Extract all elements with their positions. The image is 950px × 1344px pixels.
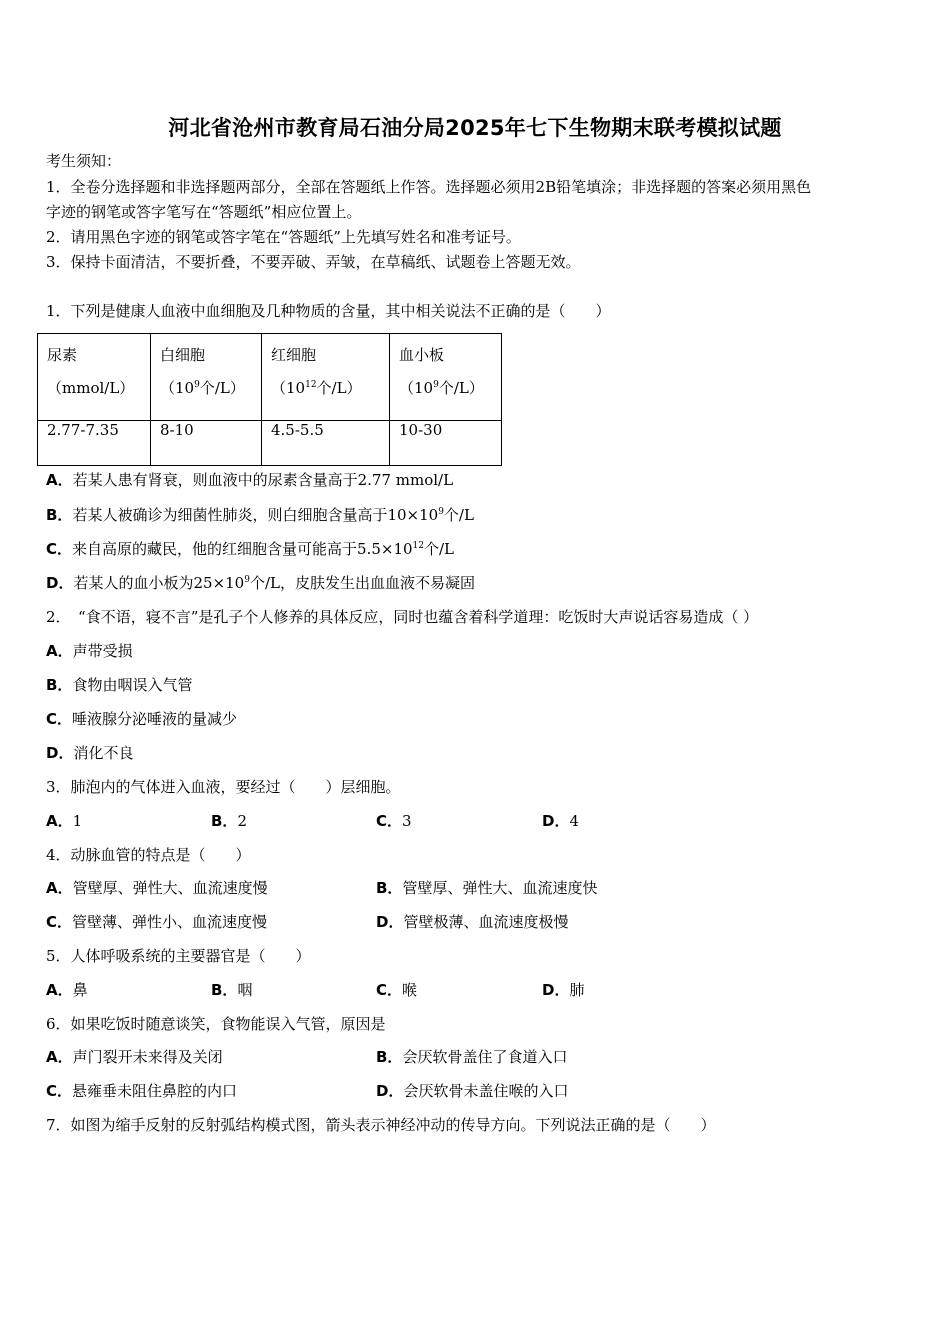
table-header-cell: 血小板 （$10^9$个/L） [390, 334, 502, 421]
q5-option: C．喉 [376, 981, 418, 999]
question-6-stem: 6．如果吃饭时随意谈笑，食物能误入气管，原因是 [46, 1015, 386, 1033]
q2-option: C．唾液腺分泌唾液的量减少 [46, 710, 238, 728]
question-7-stem: 7．如图为缩手反射的反射弧结构模式图，箭头表示神经冲动的传导方向。下列说法正确的是（ ） [46, 1116, 716, 1134]
q2-option: A．声带受损 [46, 642, 133, 660]
q3-option: A．1 [46, 812, 83, 830]
blood-content-table [37, 333, 502, 466]
table-cell: 2.77-7.35 [38, 421, 151, 466]
q2-option: D．消化不良 [46, 744, 134, 762]
q6-option: C．悬雍垂未阻住鼻腔的内口 [46, 1082, 238, 1100]
q2-option: B．食物由咽误入气管 [46, 676, 193, 694]
q5-option: A．鼻 [46, 981, 88, 999]
table-header-row [38, 334, 502, 421]
q4-option: B．管壁厚、弹性大、血流速度快 [376, 879, 598, 897]
table-cell: 8-10 [151, 421, 262, 466]
q4-option: A．管壁厚、弹性大、血流速度慢 [46, 879, 268, 897]
question-1-stem: 1．下列是健康人血液中血细胞及几种物质的含量，其中相关说法不正确的是（ ） [46, 302, 611, 320]
q4-option: C．管壁薄、弹性小、血流速度慢 [46, 913, 268, 931]
notice-item: 1．全卷分选择题和非选择题两部分，全部在答题纸上作答。选择题必须用2B铅笔填涂；非选择题的答案必须用黑色 [46, 178, 812, 196]
q3-option: B．2 [211, 812, 247, 830]
notice-item: 2．请用黑色字迹的钢笔或答字笔在“答题纸”上先填写姓名和准考证号。 [46, 228, 521, 246]
q6-option: B．会厌软骨盖住了食道入口 [376, 1048, 568, 1066]
page-title: 河北省沧州市教育局石油分局2025年七下生物期末联考模拟试题 [168, 116, 782, 140]
q1-option-d: D．若某人的血小板为$25\times 10^9$个/L，皮肤发生出血血液不易凝固 [46, 574, 475, 592]
notice-item: 3．保持卡面清洁，不要折叠，不要弄破、弄皱，在草稿纸、试题卷上答题无效。 [46, 253, 581, 271]
q6-option: A．声门裂开未来得及关闭 [46, 1048, 223, 1066]
q1-option-b: B．若某人被确诊为细菌性肺炎，则白细胞含量高于$10\times 10^9$个/L [46, 506, 474, 524]
q6-option: D．会厌软骨未盖住喉的入口 [376, 1082, 569, 1100]
q3-option: D．4 [542, 812, 579, 830]
table-header-cell: 红细胞 （$10^{12}$个/L） [262, 334, 390, 421]
table-header-cell: 白细胞 （$10^9$个/L） [151, 334, 262, 421]
q1-option-c: C．来自高原的藏民，他的红细胞含量可能高于$5.5\times 10^{12}$个/L [46, 540, 454, 558]
q5-option: B．咽 [211, 981, 253, 999]
question-4-stem: 4．动脉血管的特点是（ ） [46, 846, 251, 864]
q4-option: D．管壁极薄、血流速度极慢 [376, 913, 569, 931]
table-cell: 10-30 [390, 421, 502, 466]
notice-item: 字迹的钢笔或答字笔写在“答题纸”相应位置上。 [46, 203, 362, 221]
question-5-stem: 5．人体呼吸系统的主要器官是（ ） [46, 947, 311, 965]
q1-option-a: A．若某人患有肾衰，则血液中的尿素含量高于2.77 mmol/L [46, 471, 454, 489]
q3-option: C．3 [376, 812, 412, 830]
table-value-row [38, 421, 502, 466]
question-3-stem: 3．肺泡内的气体进入血液，要经过（ ）层细胞。 [46, 778, 401, 796]
table-cell: 4.5-5.5 [262, 421, 390, 466]
question-2-stem: 2． “食不语，寝不言”是孔子个人修养的具体反应，同时也蕴含着科学道理：吃饭时大声说话容易造成（ ） [46, 608, 759, 626]
table-header-cell: 尿素 （mmol/L） [38, 334, 151, 421]
notice-heading: 考生须知： [46, 152, 122, 170]
q5-option: D．肺 [542, 981, 585, 999]
